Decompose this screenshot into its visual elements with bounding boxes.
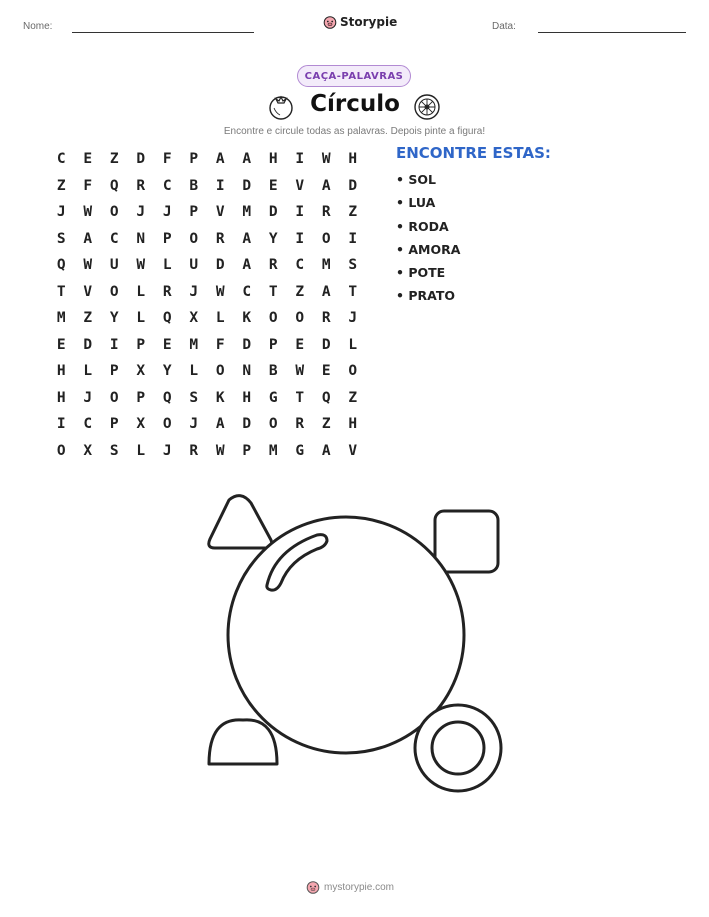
grid-letter: T: [295, 389, 305, 406]
grid-letter: H: [242, 389, 252, 406]
grid-letter: O: [189, 230, 199, 247]
date-label: Data:: [492, 21, 516, 32]
grid-letter: G: [295, 442, 305, 459]
grid-letter: W: [136, 257, 146, 274]
grid-letter: E: [56, 336, 66, 353]
grid-letter: D: [268, 204, 278, 221]
grid-letter: R: [189, 442, 199, 459]
grid-letter: B: [189, 177, 199, 194]
grid-letter: I: [348, 230, 358, 247]
grid-letter: P: [189, 204, 199, 221]
grid-letter: D: [242, 177, 252, 194]
grid-letter: U: [189, 257, 199, 274]
grid-letter: J: [136, 204, 146, 221]
grid-letter: W: [215, 283, 225, 300]
grid-letter: D: [215, 257, 225, 274]
grid-letter: S: [348, 257, 358, 274]
grid-letter: Q: [162, 389, 172, 406]
grid-letter: A: [321, 283, 331, 300]
grid-letter: A: [242, 257, 252, 274]
grid-letter: S: [109, 442, 119, 459]
grid-letter: Y: [109, 310, 119, 327]
word-item: • LUA: [396, 195, 436, 211]
grid-letter: O: [321, 230, 331, 247]
grid-letter: Y: [162, 363, 172, 380]
grid-letter: R: [295, 416, 305, 433]
grid-letter: Z: [321, 416, 331, 433]
grid-letter: I: [109, 336, 119, 353]
grid-letter: R: [162, 283, 172, 300]
grid-letter: G: [268, 389, 278, 406]
grid-letter: W: [321, 151, 331, 168]
grid-letter: N: [136, 230, 146, 247]
grid-letter: K: [242, 310, 252, 327]
grid-letter: O: [109, 204, 119, 221]
grid-letter: E: [321, 363, 331, 380]
grid-letter: O: [56, 442, 66, 459]
grid-letter: I: [56, 416, 66, 433]
grid-letter: J: [189, 283, 199, 300]
grid-letter: J: [189, 416, 199, 433]
grid-letter: H: [348, 416, 358, 433]
pig-logo-icon: [323, 15, 337, 29]
grid-letter: E: [268, 177, 278, 194]
grid-letter: C: [109, 230, 119, 247]
activity-badge: CAÇA-PALAVRAS: [297, 65, 411, 87]
grid-letter: J: [162, 204, 172, 221]
grid-letter: A: [215, 151, 225, 168]
square-shape: [435, 511, 498, 572]
grid-letter: C: [162, 177, 172, 194]
brand-name: Storypie: [340, 15, 398, 29]
grid-letter: P: [136, 336, 146, 353]
word-item: • PRATO: [396, 288, 455, 304]
grid-letter: S: [56, 230, 66, 247]
grid-letter: W: [215, 442, 225, 459]
grid-letter: F: [162, 151, 172, 168]
grid-letter: A: [83, 230, 93, 247]
grid-letter: P: [268, 336, 278, 353]
grid-letter: P: [136, 389, 146, 406]
grid-letter: O: [295, 310, 305, 327]
grid-letter: R: [136, 177, 146, 194]
grid-letter: L: [162, 257, 172, 274]
triangle-shape: [209, 496, 272, 548]
grid-letter: Q: [109, 177, 119, 194]
grid-letter: Z: [295, 283, 305, 300]
grid-letter: P: [242, 442, 252, 459]
word-item: • AMORA: [396, 241, 461, 257]
grid-letter: K: [215, 389, 225, 406]
grid-letter: I: [295, 230, 305, 247]
grid-letter: R: [321, 310, 331, 327]
grid-letter: A: [242, 151, 252, 168]
grid-letter: Q: [56, 257, 66, 274]
semicircle-shape: [209, 720, 277, 764]
grid-letter: Q: [321, 389, 331, 406]
grid-letter: X: [189, 310, 199, 327]
grid-letter: Z: [348, 204, 358, 221]
footer-url: mystorypie.com: [324, 881, 395, 893]
grid-letter: D: [242, 416, 252, 433]
grid-letter: M: [321, 257, 331, 274]
grid-letter: V: [215, 204, 225, 221]
grid-letter: C: [295, 257, 305, 274]
grid-letter: D: [242, 336, 252, 353]
word-item: • POTE: [396, 265, 446, 281]
grid-letter: Z: [109, 151, 119, 168]
grid-letter: E: [83, 151, 93, 168]
grid-letter: R: [268, 257, 278, 274]
grid-letter: Q: [162, 310, 172, 327]
ring-shape-inner: [432, 722, 484, 774]
grid-letter: A: [215, 416, 225, 433]
grid-letter: V: [348, 442, 358, 459]
grid-letter: H: [348, 151, 358, 168]
grid-letter: L: [215, 310, 225, 327]
grid-letter: J: [56, 204, 66, 221]
grid-letter: L: [136, 283, 146, 300]
coloring-figure: [195, 485, 515, 805]
grid-letter: X: [136, 363, 146, 380]
grid-letter: O: [215, 363, 225, 380]
grid-letter: A: [321, 442, 331, 459]
grid-letter: B: [268, 363, 278, 380]
grid-letter: O: [268, 310, 278, 327]
name-line: [72, 32, 254, 33]
grid-letter: Z: [83, 310, 93, 327]
grid-letter: O: [268, 416, 278, 433]
grid-letter: C: [56, 151, 66, 168]
grid-letter: J: [162, 442, 172, 459]
word-item: • SOL: [396, 172, 436, 187]
pig-logo-icon: [306, 880, 320, 894]
grid-letter: P: [109, 416, 119, 433]
grid-letter: I: [215, 177, 225, 194]
grid-letter: O: [162, 416, 172, 433]
grid-letter: R: [215, 230, 225, 247]
grid-letter: A: [242, 230, 252, 247]
word-list: [396, 170, 460, 310]
grid-letter: S: [189, 389, 199, 406]
grid-letter: L: [189, 363, 199, 380]
grid-letter: W: [295, 363, 305, 380]
grid-letter: J: [348, 310, 358, 327]
grid-letter: N: [242, 363, 252, 380]
grid-letter: L: [136, 442, 146, 459]
grid-letter: H: [268, 151, 278, 168]
grid-letter: L: [83, 363, 93, 380]
grid-letter: D: [321, 336, 331, 353]
grid-letter: W: [83, 257, 93, 274]
grid-letter: D: [83, 336, 93, 353]
grid-letter: M: [242, 204, 252, 221]
grid-letter: A: [321, 177, 331, 194]
grid-letter: V: [83, 283, 93, 300]
instructions: Encontre e circule todas as palavras. Depois pinte a figura!: [223, 126, 486, 137]
wheel-icon: [413, 93, 441, 121]
grid-letter: P: [162, 230, 172, 247]
grid-letter: X: [83, 442, 93, 459]
grid-letter: Y: [268, 230, 278, 247]
grid-letter: L: [348, 336, 358, 353]
name-label: Nome:: [23, 21, 53, 32]
grid-letter: T: [348, 283, 358, 300]
date-line: [538, 32, 686, 33]
word-item: • RODA: [396, 218, 449, 234]
grid-letter: P: [189, 151, 199, 168]
grid-letter: V: [295, 177, 305, 194]
footer: [306, 880, 394, 894]
grid-letter: L: [136, 310, 146, 327]
grid-letter: M: [268, 442, 278, 459]
grid-letter: M: [56, 310, 66, 327]
grid-letter: U: [109, 257, 119, 274]
grid-letter: C: [242, 283, 252, 300]
grid-letter: E: [162, 336, 172, 353]
grid-letter: P: [109, 363, 119, 380]
letter-grid: [48, 146, 366, 464]
page-title: Círculo: [310, 91, 400, 117]
grid-letter: I: [295, 151, 305, 168]
grid-letter: X: [136, 416, 146, 433]
grid-letter: H: [56, 389, 66, 406]
grid-letter: Z: [348, 389, 358, 406]
grid-letter: T: [56, 283, 66, 300]
grid-letter: T: [268, 283, 278, 300]
grid-letter: R: [321, 204, 331, 221]
tomato-icon: [267, 93, 295, 121]
grid-letter: D: [348, 177, 358, 194]
grid-letter: D: [136, 151, 146, 168]
word-list-title: ENCONTRE ESTAS:: [396, 144, 551, 162]
grid-letter: O: [109, 283, 119, 300]
grid-letter: O: [109, 389, 119, 406]
grid-letter: F: [215, 336, 225, 353]
grid-letter: J: [83, 389, 93, 406]
grid-letter: C: [83, 416, 93, 433]
brand-logo: [323, 15, 397, 29]
grid-letter: F: [83, 177, 93, 194]
grid-letter: Z: [56, 177, 66, 194]
grid-letter: H: [56, 363, 66, 380]
grid-letter: E: [295, 336, 305, 353]
grid-letter: W: [83, 204, 93, 221]
grid-letter: O: [348, 363, 358, 380]
grid-letter: I: [295, 204, 305, 221]
grid-letter: M: [189, 336, 199, 353]
